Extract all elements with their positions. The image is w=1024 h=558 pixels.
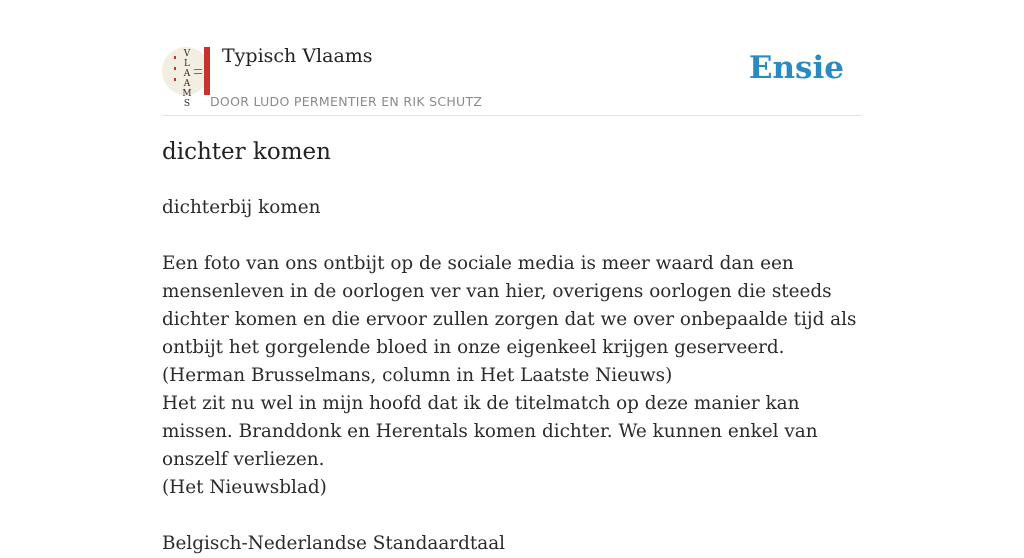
page-header <box>162 0 862 116</box>
example-quote: Het zit nu wel in mijn hoofd dat ik de titelmatch op deze manier kan missen. Branddonk en Herentals komen dichter. We kunnen enkel van onszelf verliezen. <box>162 393 818 470</box>
logo-letter: A <box>183 79 191 89</box>
logo-rule <box>194 73 202 74</box>
example-source: (Herman Brusselmans, column in Het Laatste Nieuws) <box>162 365 673 386</box>
logo-rule <box>194 69 202 70</box>
logo-red-mark <box>174 56 176 59</box>
logo-letter: V <box>183 49 191 59</box>
entry-page <box>162 0 862 554</box>
typisch-vlaams-logo[interactable] <box>162 47 210 109</box>
logo-red-mark <box>174 67 176 70</box>
entry-title: dichter komen <box>162 139 331 165</box>
logo-letter: S <box>183 99 191 109</box>
site-title[interactable]: Typisch Vlaams <box>222 45 373 67</box>
entry-definition <box>162 194 862 558</box>
definition-text: dichterbij komen <box>162 197 321 218</box>
example-source: (Het Nieuwsblad) <box>162 477 327 498</box>
logo-letter: M <box>182 89 192 99</box>
language-label: Belgisch-Nederlandse Standaardtaal <box>162 533 506 554</box>
logo-letter: A <box>183 69 191 79</box>
logo-red-edge <box>204 47 210 95</box>
example-quote: Een foto van ons ontbijt op de sociale media is meer waard dan een mensenleven in de oorlogen ver van hier, overigens oorlogen die steeds dichter komen en die ervoor zullen zorgen dat we over onbepaalde tijd als ontbijt het gorgelende bloed in onze eigenkeel krijgen geserveerd. <box>162 253 857 358</box>
ensie-brand-link[interactable]: Ensie <box>748 50 844 86</box>
logo-red-mark <box>174 78 176 81</box>
logo-letters <box>180 49 194 109</box>
paragraph-gap <box>162 222 862 250</box>
logo-letter: L <box>184 59 190 69</box>
byline: DOOR LUDO PERMENTIER EN RIK SCHUTZ <box>210 94 483 109</box>
paragraph-gap <box>162 502 862 530</box>
